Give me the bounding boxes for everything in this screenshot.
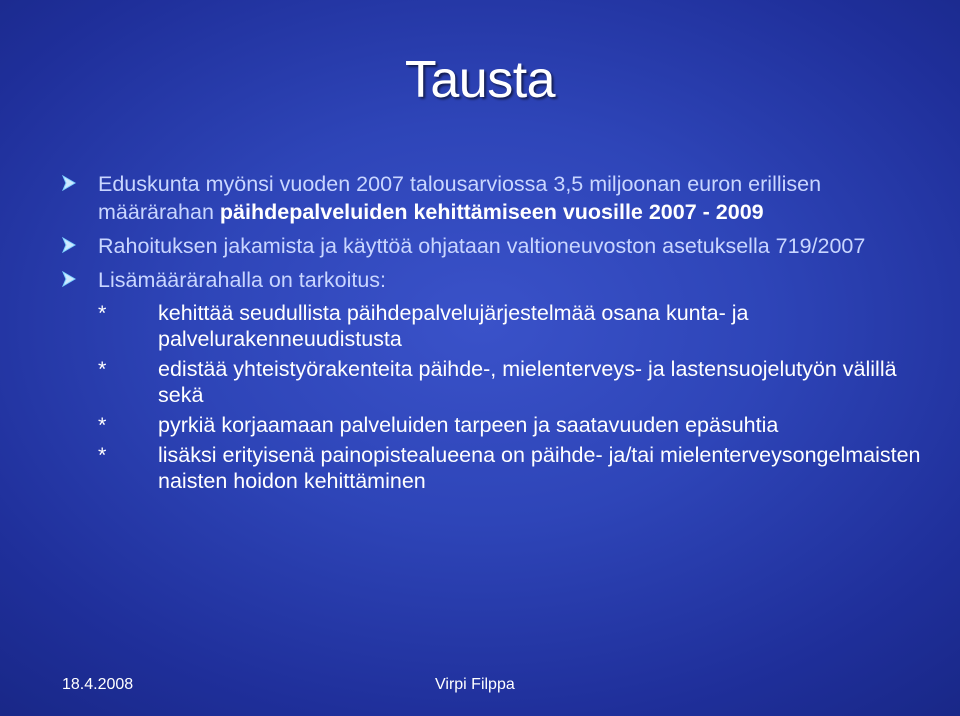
sub-item-marker: *: [98, 443, 107, 467]
bullet-text: Eduskunta myönsi vuoden 2007 talousarviossa 3,5 miljoonan euron erillisen määrärahan: [98, 172, 822, 224]
sub-item-text: edistää yhteistyörakenteita päihde-, mielenterveys- ja lastensuojelutyön välillä sekä: [158, 357, 897, 407]
sub-item: [62, 300, 922, 352]
bullet-item: [62, 170, 922, 226]
sub-item-marker: *: [98, 301, 107, 325]
sub-item-marker: *: [98, 357, 107, 381]
bullet-text: Lisämäärärahalla on tarkoitus:: [98, 268, 387, 292]
bullet-text-bold: päihdepalveluiden kehittämiseen vuosille 2007 - 2009: [219, 200, 764, 224]
bullet-text: Rahoituksen jakamista ja käyttöä ohjataan valtioneuvoston asetuksella 719/2007: [98, 234, 866, 258]
bullet-item: [62, 232, 922, 260]
arrow-bullet-icon: [62, 175, 76, 191]
sub-item: [62, 442, 922, 494]
sub-item-marker: *: [98, 413, 107, 437]
slide-body: [62, 170, 922, 498]
sub-item: [62, 412, 922, 438]
sub-item-text: pyrkiä korjaamaan palveluiden tarpeen ja saatavuuden epäsuhtia: [158, 413, 779, 437]
sub-item-text: kehittää seudullista päihdepalvelujärjestelmää osana kunta- ja palvelurakenneuudistusta: [158, 301, 749, 351]
footer-date: 18.4.2008: [62, 676, 134, 693]
footer-author: Virpi Filppa: [435, 676, 515, 693]
slide-title: Tausta: [404, 51, 556, 109]
sub-item-text: lisäksi erityisenä painopistealueena on päihde- ja/tai mielenterveysongelmaisten naisten hoidon kehittäminen: [158, 443, 921, 493]
sub-item: [62, 356, 922, 408]
bullet-item: [62, 266, 922, 294]
arrow-bullet-icon: [62, 271, 76, 287]
arrow-bullet-icon: [62, 237, 76, 253]
